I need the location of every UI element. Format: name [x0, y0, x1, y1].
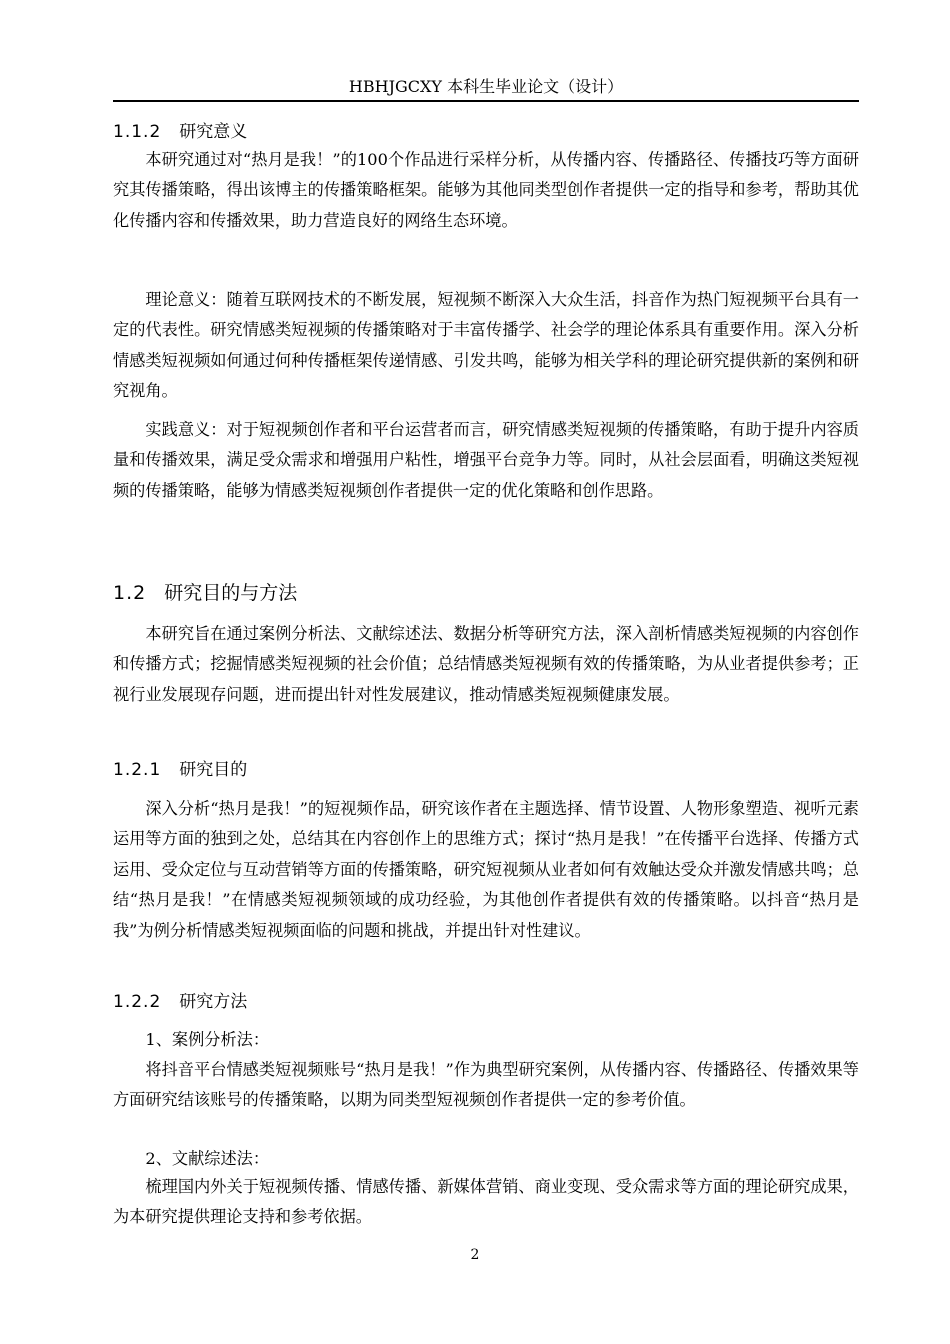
section-title: 研究目的 — [179, 760, 248, 780]
paragraph: 本研究通过对“热月是我！”的100个作品进行采样分析，从传播内容、传播路径、传播技巧等方面研究其传播策略，得出该博主的传播策略框架。能够为其他同类型创作者提供一定的指导和参考，帮助其优化传播内容和传播效果，助力营造良好的网络生态环境。 — [113, 150, 859, 230]
paragraph: 将抖音平台情感类短视频账号“热月是我！”作为典型研究案例，从传播内容、传播路径、传播效果等方面研究结该账号的传播策略，以期为同类型短视频创作者提供一定的参考价值。 — [113, 1060, 859, 1110]
paragraph: 深入分析“热月是我！”的短视频作品，研究该作者在主题选择、情节设置、人物形象塑造、视听元素运用等方面的独到之处，总结其在内容创作上的思维方式；探讨“热月是我！”在传播平台选择、传播方式运用、受众定位与互动营销等方面的传播策略，研究短视频从业者如何有效触达受众并激发情感共鸣；总结“热月是我！”在情感类短视频领域的成功经验，为其他创作者提供有效的传播策略。以抖音“热月是我”为例分析情感类短视频面临的问题和挑战，并提出针对性建议。 — [113, 799, 859, 940]
section-number: 1.1.2 — [113, 122, 162, 142]
running-header: HBHJGCXY 本科生毕业论文（设计） — [348, 77, 624, 96]
method-label: 1、案例分析法： — [145, 1030, 270, 1049]
section-number: 1.2.2 — [113, 992, 162, 1012]
paragraph: 实践意义：对于短视频创作者和平台运营者而言，研究情感类短视频的传播策略，有助于提升内容质量和传播效果，满足受众需求和增强用户粘性，增强平台竞争力等。同时，从社会层面看，明确这类短视频的传播策略，能够为情感类短视频创作者提供一定的优化策略和创作思路。 — [113, 420, 859, 500]
section-number: 1.2.1 — [113, 760, 162, 780]
paragraph: 理论意义：随着互联网技术的不断发展，短视频不断深入大众生活，抖音作为热门短视频平台具有一定的代表性。研究情感类短视频的传播策略对于丰富传播学、社会学的理论体系具有重要作用。深入分析情感类短视频如何通过何种传播框架传递情感、引发共鸣，能够为相关学科的理论研究提供新的案例和研究视角。 — [113, 290, 859, 401]
paragraph: 本研究旨在通过案例分析法、文献综述法、数据分析等研究方法，深入剖析情感类短视频的内容创作和传播方式；挖掘情感类短视频的社会价值；总结情感类短视频有效的传播策略，为从业者提供参考；正视行业发展现存问题，进而提出针对性发展建议，推动情感类短视频健康发展。 — [113, 624, 859, 704]
section-heading-1-2 — [113, 579, 297, 607]
header-rule — [113, 100, 859, 102]
page-number: 2 — [470, 1247, 480, 1263]
section-title: 研究方法 — [179, 992, 248, 1012]
section-heading-1-1-2 — [113, 119, 247, 145]
paragraph: 梳理国内外关于短视频传播、情感传播、新媒体营销、商业变现、受众需求等方面的理论研究成果，为本研究提供理论支持和参考依据。 — [113, 1177, 859, 1227]
section-number: 1.2 — [113, 582, 147, 604]
method-label: 2、文献综述法： — [145, 1149, 270, 1168]
section-title: 研究目的与方法 — [164, 582, 298, 604]
section-heading-1-2-2 — [113, 989, 247, 1015]
section-title: 研究意义 — [179, 122, 248, 142]
section-heading-1-2-1 — [113, 757, 247, 783]
